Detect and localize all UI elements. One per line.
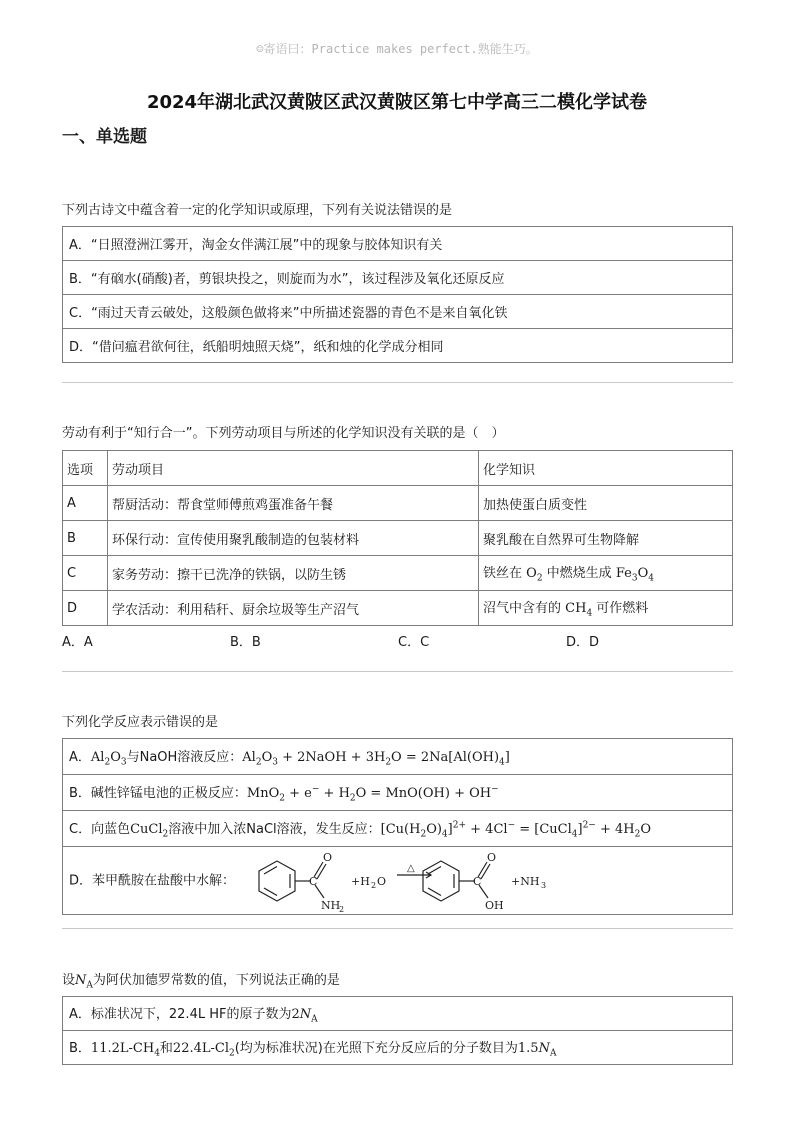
- equation-a: $Al_2O_3$ + 2NaOH + $3H_2O = 2Na[Al(OH)_4]$: [242, 749, 510, 768]
- option-text: D．苯甲酰胺在盐酸中水解：: [69, 873, 236, 888]
- option-d[interactable]: D．“借问瘟君欲何往，纸船明烛照天烧”，纸和烛的化学成分相同: [63, 329, 733, 363]
- carbon-label: C: [309, 874, 318, 888]
- option-label: A．: [69, 749, 91, 765]
- row-knowledge: 聚乳酸在自然界可生物降解: [479, 521, 733, 556]
- option-text: C．向蓝色: [69, 821, 131, 837]
- avogadro-symbol: $N_A$: [75, 973, 93, 991]
- oxygen-label: O: [487, 850, 497, 864]
- section-title: 一、单选题: [62, 127, 147, 147]
- knowledge-text: 沼气中含有的: [483, 601, 566, 617]
- choice-c[interactable]: C．C: [398, 635, 430, 650]
- option-a[interactable]: [63, 739, 733, 775]
- row-labor-item: 帮厨活动：帮食堂师傅煎鸡蛋准备午餐: [108, 486, 479, 521]
- carbon-label: C: [473, 874, 482, 888]
- option-text: A．标准状况下，22.4L HF的原子数为: [69, 1006, 292, 1022]
- hydroxyl-label: OH: [485, 898, 504, 912]
- subscript: 2: [371, 880, 377, 890]
- option-text: (均为标准状况)在光照下充分反应后的分子数目为: [234, 1040, 518, 1056]
- header-labor-item: 劳动项目: [108, 451, 479, 486]
- option-d[interactable]: [63, 847, 733, 915]
- formula-al2o3: $Al_2O_3$: [90, 749, 127, 768]
- formula-ch4-cl2: $11.2L-CH_4$和$22.4L-Cl_2$: [90, 1040, 235, 1059]
- option-text: B．: [69, 1040, 91, 1056]
- knowledge-text: 可作燃料: [592, 601, 649, 617]
- row-option: A: [63, 486, 108, 521]
- row-knowledge: [479, 556, 733, 591]
- option-a[interactable]: [63, 997, 733, 1031]
- option-text: 与NaOH溶液反应：: [126, 749, 243, 765]
- water-label: +H: [351, 874, 370, 888]
- oxygen-label: O: [377, 874, 387, 888]
- option-b[interactable]: [63, 1031, 733, 1065]
- question-2-stem: 劳动有利于“知行合一”。下列劳动项目与所述的化学知识没有关联的是（ ）: [62, 426, 505, 441]
- option-text: B．碱性锌锰电池的正极反应：: [69, 785, 247, 801]
- formula-cucl2: CuCl$_2$: [130, 821, 169, 840]
- formula-o2: $O_2$: [526, 566, 543, 584]
- question-2-table: [62, 450, 733, 626]
- row-labor-item: 家务劳动：擦干已洗净的铁锅，以防生锈: [108, 556, 479, 591]
- choice-d[interactable]: D．D: [566, 635, 600, 650]
- divider: [62, 382, 733, 383]
- formula-1-5na: $1.5N_A$: [517, 1040, 557, 1059]
- row-option: D: [63, 591, 108, 626]
- option-a[interactable]: A．“日照澄洲江雾开，淘金女伴满江展”中的现象与胶体知识有关: [63, 227, 733, 261]
- choice-a[interactable]: A．A: [62, 635, 93, 650]
- header-motto: ☺寄语曰：Practice makes perfect.熟能生巧。: [256, 42, 538, 56]
- stem-text: 为阿伏加德罗常数的值，下列说法正确的是: [92, 973, 340, 988]
- reaction-structure-diagram: [241, 849, 561, 913]
- question-3-stem: 下列化学反应表示错误的是: [62, 715, 219, 730]
- equation-c: $[Cu(H_2O)_4]^{2+} + 4Cl^-$ = [CuCl$_4$]$^{2-}$ + $4H_2O$: [380, 820, 652, 840]
- question-3-options: [62, 738, 733, 915]
- benzamide-hydrolysis-structure: [241, 849, 561, 913]
- row-labor-item: 环保行动：宣传使用聚乳酸制造的包装材料: [108, 521, 479, 556]
- stem-text: 设: [62, 973, 76, 988]
- header-option: 选项: [63, 451, 108, 486]
- divider: [62, 671, 733, 672]
- header-chem-knowledge: 化学知识: [479, 451, 733, 486]
- row-option: C: [63, 556, 108, 591]
- question-1-stem: 下列古诗文中蕴含着一定的化学知识或原理，下列有关说法错误的是: [62, 203, 453, 218]
- choice-b[interactable]: B．B: [230, 635, 261, 650]
- knowledge-text: 铁丝在: [483, 566, 527, 582]
- amine-label: NH: [321, 898, 341, 912]
- option-c[interactable]: C．“雨过天青云破处，这般颜色做将来”中所描述瓷器的青色不是来自氧化铁: [63, 295, 733, 329]
- row-knowledge: 加热使蛋白质变性: [479, 486, 733, 521]
- formula-2na: $2N_A$: [291, 1006, 318, 1025]
- knowledge-text: 中燃烧生成: [542, 566, 616, 582]
- row-knowledge: [479, 591, 733, 626]
- row-option: B: [63, 521, 108, 556]
- question-4-stem: [62, 972, 340, 995]
- divider: [62, 928, 733, 929]
- row-labor-item: 学农活动：利用秸秆、厨余垃圾等生产沼气: [108, 591, 479, 626]
- subscript: 3: [541, 880, 547, 890]
- formula-ch4: $CH_4$: [565, 601, 593, 619]
- question-1-options: [62, 226, 733, 363]
- option-b[interactable]: [63, 775, 733, 811]
- oxygen-label: O: [323, 850, 333, 864]
- formula-fe3o4: $Fe_3O_4$: [615, 566, 654, 584]
- equation-b: $MnO_2 + e^- + H_2O = MnO(OH) + OH^-$: [246, 784, 499, 804]
- option-c[interactable]: [63, 811, 733, 847]
- subscript: 2: [339, 904, 345, 913]
- question-4-options: [62, 996, 733, 1065]
- option-b[interactable]: B．“有硇水(硝酸)者，剪银块投之，则旋而为水”，该过程涉及氧化还原反应: [63, 261, 733, 295]
- heat-symbol: △: [407, 862, 415, 874]
- document-title: 2024年湖北武汉黄陂区武汉黄陂区第七中学高三二模化学试卷: [146, 92, 648, 113]
- option-text: 溶液中加入浓NaCl溶液，发生反应：: [168, 821, 381, 837]
- ammonia-label: +NH: [511, 874, 540, 888]
